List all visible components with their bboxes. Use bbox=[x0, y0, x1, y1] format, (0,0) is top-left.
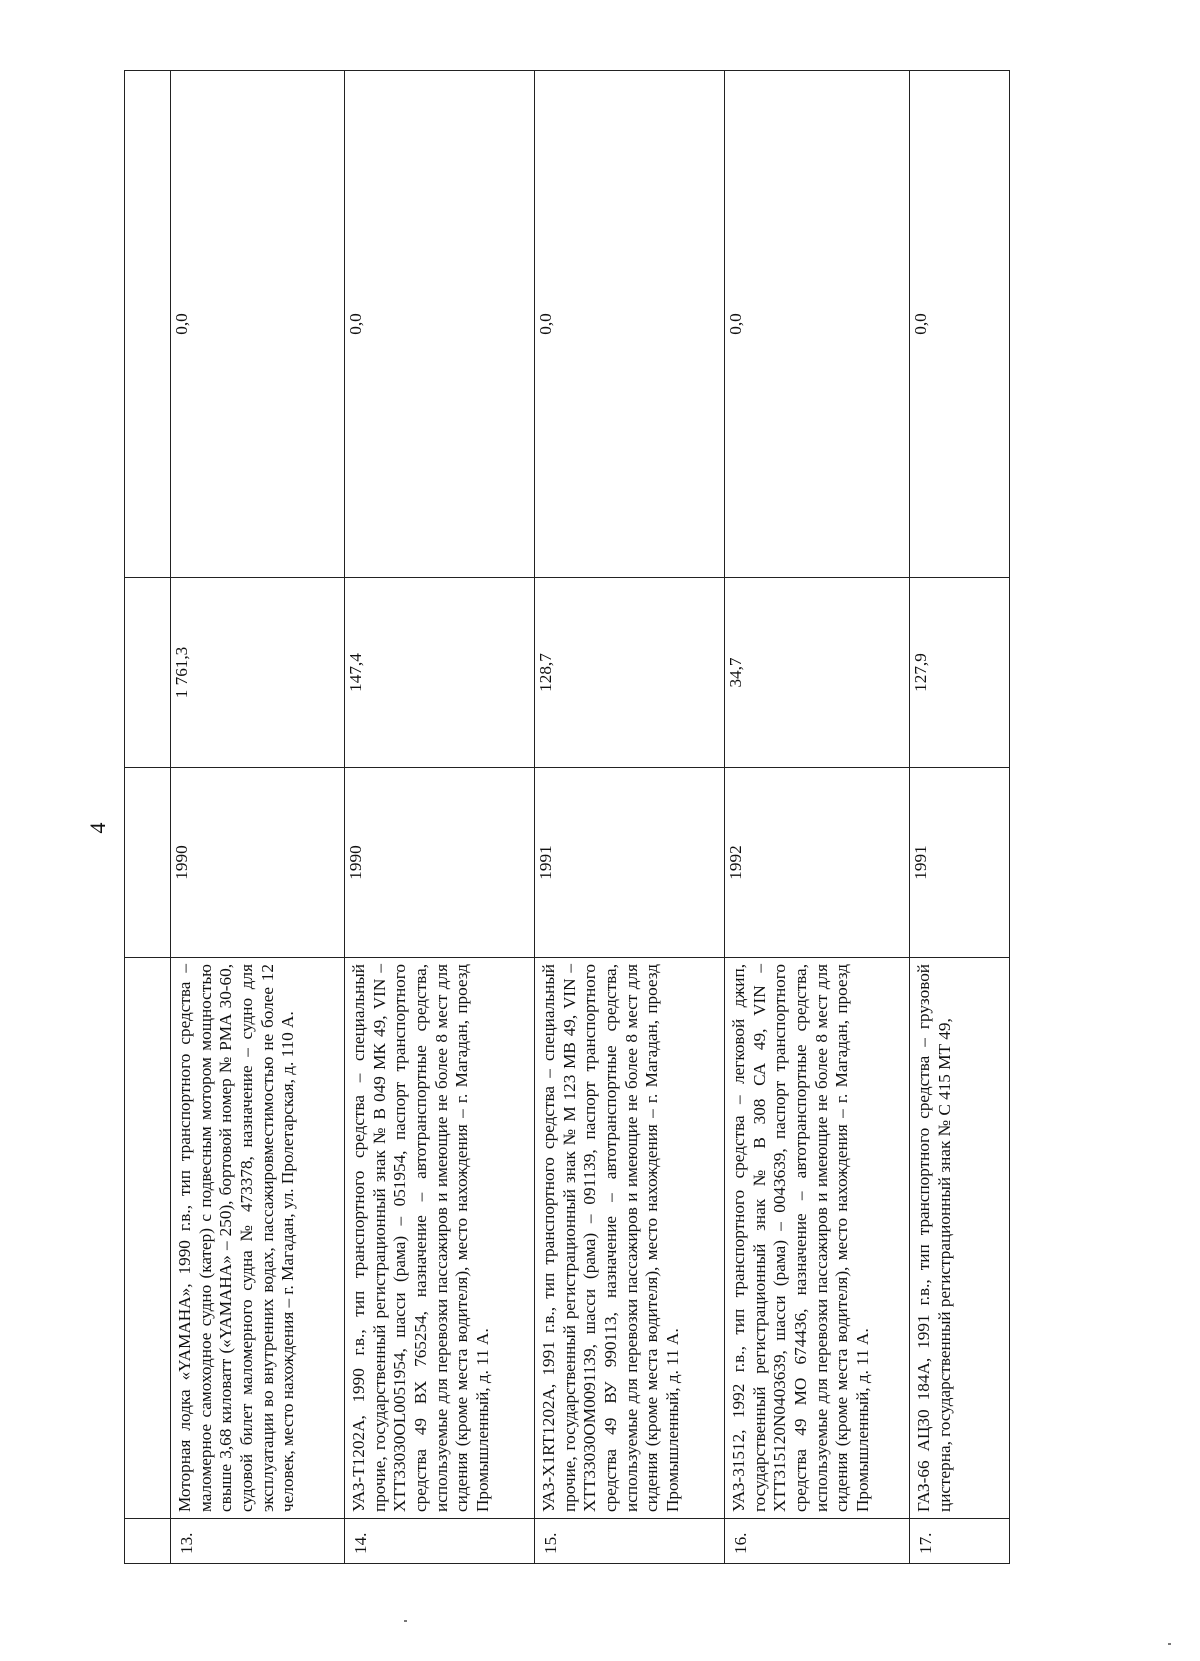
row-year: 1991 bbox=[910, 768, 1010, 958]
row-description: УАЗ-31512, 1992 г.в., тип транспортного средства – легковой джип, государственный регистрационный знак № В 308 СА 49, VIN – ХТТ315120N0403639, шасси (рама) – 0043639, паспорт транспортного средства 49 МО 674436, назначение – автотранспортные средства, используемые для перевозки пассажиров и имеющие не более 8 мест для сидения (кроме места водителя), место нахождения – г. Магадан, проезд Промышленный, д. 11 А. bbox=[725, 958, 910, 1519]
row-value: 34,7 bbox=[725, 578, 910, 768]
table-row bbox=[171, 71, 345, 1564]
row-description: УАЗ-X1RT1202A, 1991 г.в., тип транспортного средства – специальный прочие, государственный регистрационный знак № М 123 МВ 49, VIN – ХТТ33030OM0091139, шасси (рама) – 091139, паспорт транспортного средства 49 ВУ 990113, назначение – автотранспортные средства, используемые для перевозки пассажиров и имеющие не более 8 мест для сидения (кроме места водителя), место нахождения – г. Магадан, проезд Промышленный, д. 11 А. bbox=[535, 958, 725, 1519]
row-number: 14. bbox=[345, 1519, 535, 1564]
row-value: 1 761,3 bbox=[171, 578, 345, 768]
table-rotation-frame bbox=[124, 71, 1200, 1554]
row-residual: 0,0 bbox=[535, 71, 725, 578]
row-year: 1990 bbox=[171, 768, 345, 958]
row-year: 1991 bbox=[535, 768, 725, 958]
property-table bbox=[124, 70, 1010, 1564]
row-residual: 0,0 bbox=[910, 71, 1010, 578]
row-number: 13. bbox=[171, 1519, 345, 1564]
scan-speck bbox=[1168, 1643, 1171, 1645]
page-number: 4 bbox=[85, 822, 110, 834]
row-description: УАЗ-Т1202А, 1990 г.в., тип транспортного средства – специальный прочие, государственный регистрационный знак № В 049 МК 49, VIN – ХТТ33030OL0051954, шасси (рама) – 051954, паспорт транспортного средства 49 ВХ 765254, назначение – автотранспортные средства, используемые для перевозки пассажиров и имеющие не более 8 мест для сидения (кроме места водителя), место нахождения – г. Магадан, проезд Промышленный, д. 11 А. bbox=[345, 958, 535, 1519]
header-cell-description bbox=[125, 958, 171, 1519]
table-row bbox=[345, 71, 535, 1564]
table-continuation-header bbox=[125, 71, 171, 1564]
table-row bbox=[725, 71, 910, 1564]
row-residual: 0,0 bbox=[345, 71, 535, 578]
header-cell-residual bbox=[125, 71, 171, 578]
row-description: Моторная лодка «YAMAHA», 1990 г.в., тип транспортного средства – маломерное самоходное судно (катер) с подвесным мотором мощностью свыше 3,68 киловатт («YAMAHA» – 250), бортовой номер № РМА 30-60, судовой билет маломерного судна № 473378, назначение – судно для эксплуатации во внутренних водах, пассажировместимостью не более 12 человек, место нахождения – г. Магадан, ул. Пролетарская, д. 110 А. bbox=[171, 958, 345, 1519]
scan-speck bbox=[404, 1620, 407, 1622]
header-cell-year bbox=[125, 768, 171, 958]
table-row bbox=[910, 71, 1010, 1564]
row-value: 127,9 bbox=[910, 578, 1010, 768]
header-cell-value bbox=[125, 578, 171, 768]
row-number: 16. bbox=[725, 1519, 910, 1564]
header-cell-num bbox=[125, 1519, 171, 1564]
row-year: 1992 bbox=[725, 768, 910, 958]
row-value: 128,7 bbox=[535, 578, 725, 768]
row-residual: 0,0 bbox=[725, 71, 910, 578]
row-number: 15. bbox=[535, 1519, 725, 1564]
row-description: ГАЗ-66 АЦ30 184А, 1991 г.в., тип транспортного средства – грузовой цистерна, государственный регистрационный знак № С 415 МТ 49, bbox=[910, 958, 1010, 1519]
row-value: 147,4 bbox=[345, 578, 535, 768]
table-rotated-content bbox=[124, 71, 1006, 1564]
table-row bbox=[535, 71, 725, 1564]
row-year: 1990 bbox=[345, 768, 535, 958]
row-residual: 0,0 bbox=[171, 71, 345, 578]
row-number: 17. bbox=[910, 1519, 1010, 1564]
